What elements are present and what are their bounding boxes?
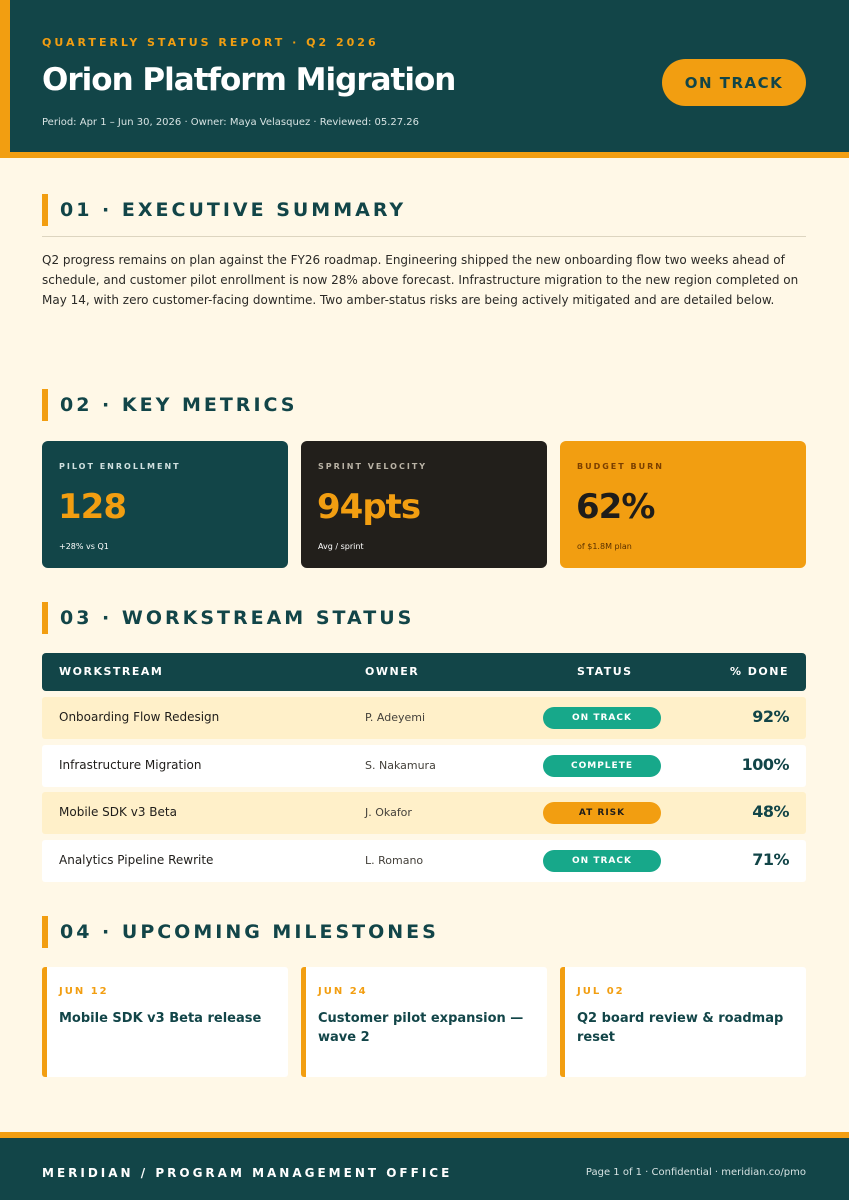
report-meta: Period: Apr 1 – Jun 30, 2026 · Owner: Maya Velasquez · Reviewed: 05.27.26 xyxy=(42,117,420,128)
workstream-owner: S. Nakamura xyxy=(365,759,436,772)
report-footer xyxy=(0,1132,849,1200)
report-header xyxy=(0,0,849,158)
workstream-owner: L. Romano xyxy=(365,854,424,867)
table-row xyxy=(42,697,806,739)
table-row xyxy=(42,792,806,834)
milestone-date: JUL 02 xyxy=(577,986,625,997)
section-heading-milestones: 04 · UPCOMING MILESTONES xyxy=(42,916,439,948)
table-header xyxy=(42,653,806,691)
milestone-card xyxy=(42,967,288,1077)
column-header-owner: OWNER xyxy=(365,665,420,678)
footer-page-info: Page 1 of 1 · Confidential · meridian.co/pmo xyxy=(585,1167,806,1178)
table-row xyxy=(42,745,806,787)
metric-value: 62% xyxy=(576,487,655,527)
workstream-owner: P. Adeyemi xyxy=(365,711,426,724)
milestone-title: Mobile SDK v3 Beta release xyxy=(59,1011,262,1026)
column-header-workstream: WORKSTREAM xyxy=(59,665,164,678)
metric-card-pilot-enrollment xyxy=(42,441,288,568)
status-badge: ON TRACK xyxy=(543,707,661,729)
metric-label: PILOT ENROLLMENT xyxy=(59,462,181,471)
report-eyebrow: QUARTERLY STATUS REPORT · Q2 2026 xyxy=(42,36,379,49)
status-badge: AT RISK xyxy=(543,802,661,824)
metric-card-budget-burn xyxy=(560,441,806,568)
section-heading-workstreams: 03 · WORKSTREAM STATUS xyxy=(42,602,414,634)
workstream-name: Onboarding Flow Redesign xyxy=(59,710,220,724)
percent-done: 48% xyxy=(752,802,789,821)
column-header-status: STATUS xyxy=(577,665,633,678)
metric-note: +28% vs Q1 xyxy=(59,542,109,551)
metric-label: BUDGET BURN xyxy=(577,462,664,471)
section-divider xyxy=(42,236,806,237)
section-heading-summary: 01 · EXECUTIVE SUMMARY xyxy=(42,194,406,226)
executive-summary-text: Q2 progress remains on plan against the FY26 roadmap. Engineering shipped the new onboarding flow two weeks ahead of schedule, and customer pilot enrollment is now 28% above forecast. Infrastructure migration to the new region completed on May 14, with zero customer-facing downtime. Two amber-status risks are being actively mitigated and are detailed below. xyxy=(42,253,799,307)
status-badge: COMPLETE xyxy=(543,755,661,777)
metric-value: 128 xyxy=(58,487,126,527)
metric-card-sprint-velocity xyxy=(301,441,547,568)
milestone-date: JUN 12 xyxy=(59,986,109,997)
metric-value: 94pts xyxy=(317,487,421,527)
table-row xyxy=(42,840,806,882)
milestone-date: JUN 24 xyxy=(318,986,368,997)
workstream-owner: J. Okafor xyxy=(365,806,412,819)
percent-done: 71% xyxy=(752,850,789,869)
metric-label: SPRINT VELOCITY xyxy=(318,462,428,471)
footer-organization: MERIDIAN / PROGRAM MANAGEMENT OFFICE xyxy=(42,1166,453,1180)
milestone-title: Customer pilot expansion — wave 2 xyxy=(318,1011,524,1045)
workstream-name: Infrastructure Migration xyxy=(59,758,202,772)
section-heading-metrics: 02 · KEY METRICS xyxy=(42,389,298,421)
milestone-card xyxy=(560,967,806,1077)
metric-note: of $1.8M plan xyxy=(577,542,632,551)
overall-status-badge: ON TRACK xyxy=(662,59,806,106)
percent-done: 100% xyxy=(741,755,789,774)
status-badge: ON TRACK xyxy=(543,850,661,872)
milestone-card xyxy=(301,967,547,1077)
percent-done: 92% xyxy=(752,707,789,726)
metric-note: Avg / sprint xyxy=(318,542,364,551)
milestone-title: Q2 board review & roadmap reset xyxy=(577,1011,784,1045)
workstream-name: Analytics Pipeline Rewrite xyxy=(59,853,214,867)
workstream-name: Mobile SDK v3 Beta xyxy=(59,805,177,819)
report-title: Orion Platform Migration xyxy=(42,62,456,98)
column-header-percent-done: % DONE xyxy=(729,665,789,678)
